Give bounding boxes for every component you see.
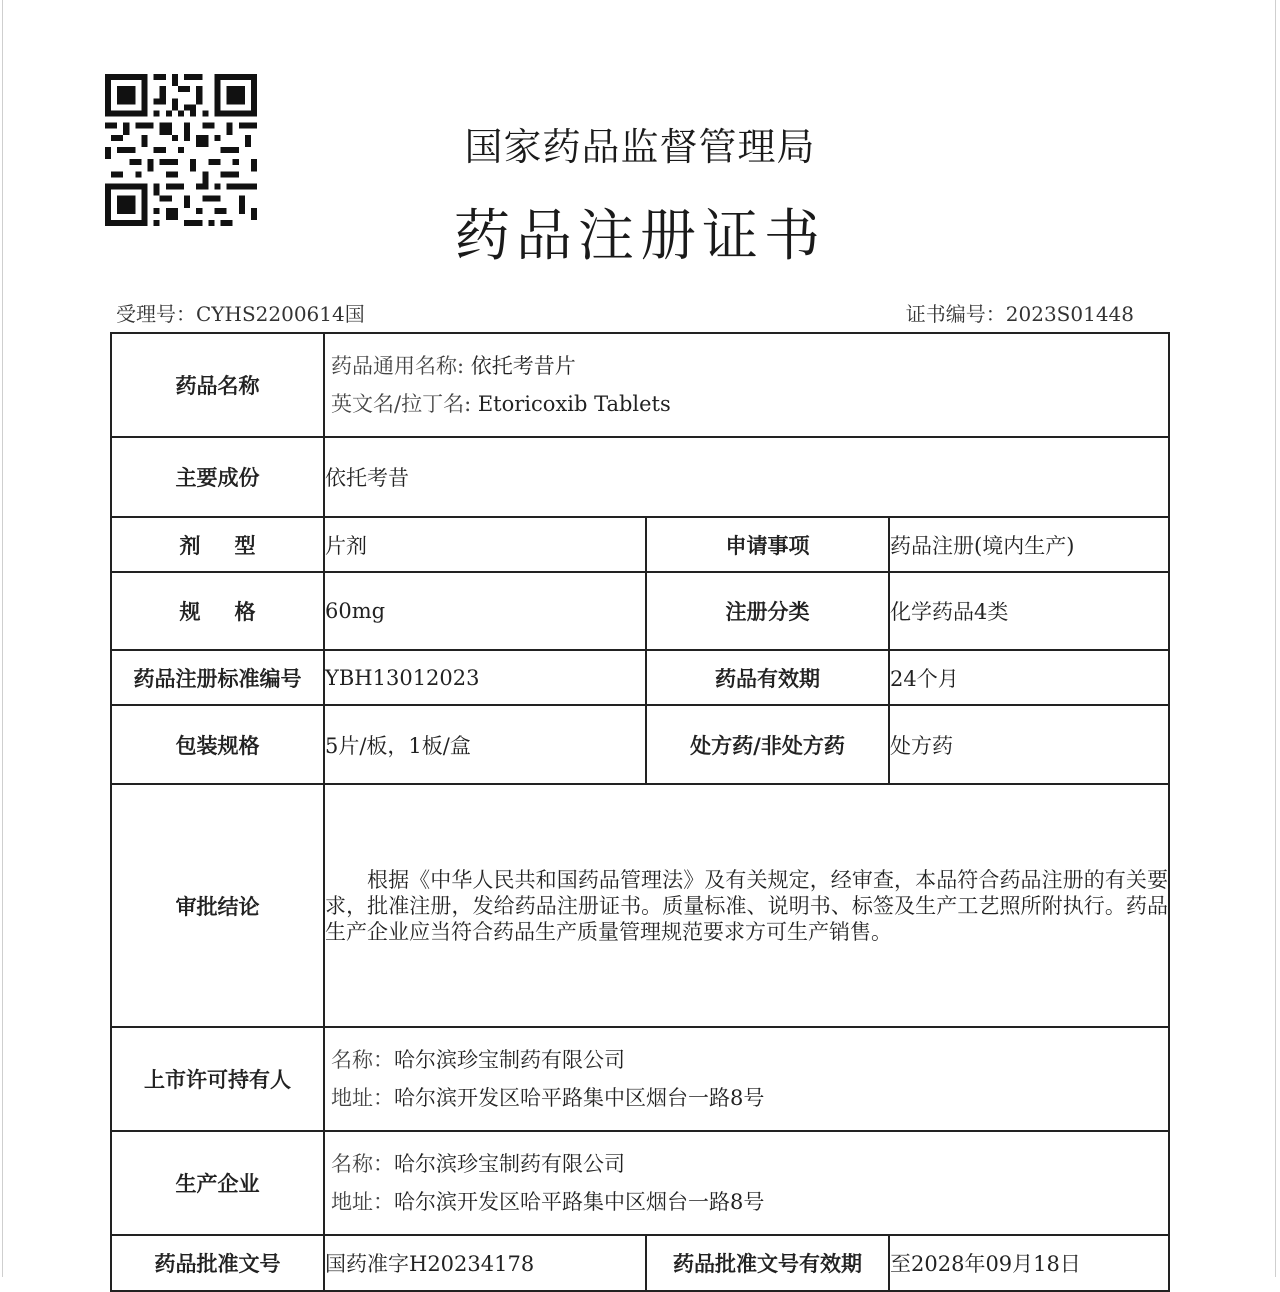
certificate-table <box>110 332 1170 1292</box>
holder-address-value: 哈尔滨开发区哈平路集中区烟台一路8号 <box>394 1086 765 1110</box>
holder-address-key: 地址： <box>331 1086 394 1110</box>
validity-value: 24个月 <box>889 650 1169 705</box>
manufacturer-address <box>325 1183 1168 1221</box>
acceptance-value: CYHS2200614国 <box>196 302 365 326</box>
dosage-form-label: 剂型 <box>179 532 290 558</box>
generic-name-value: 依托考昔片 <box>470 354 576 378</box>
ingredient-value: 依托考昔 <box>324 437 1169 517</box>
table-row <box>111 650 1169 705</box>
holder-name <box>325 1041 1168 1079</box>
approval-validity-label: 药品批准文号有效期 <box>646 1235 889 1291</box>
holder-name-key: 名称： <box>331 1048 394 1072</box>
package-value: 5片/板，1板/盒 <box>324 705 646 784</box>
certificate-number-label: 证书编号： <box>905 302 1006 326</box>
manufacturer-name-key: 名称： <box>331 1152 394 1176</box>
manufacturer-address-value: 哈尔滨开发区哈平路集中区烟台一路8号 <box>394 1190 765 1214</box>
certificate-number <box>906 298 1134 327</box>
generic-name-key: 药品通用名称: <box>331 354 471 378</box>
table-row <box>111 705 1169 784</box>
manufacturer-address-key: 地址： <box>331 1190 394 1214</box>
table-row <box>111 1235 1169 1291</box>
dosage-form-value: 片剂 <box>324 517 646 572</box>
holder-cell <box>324 1027 1169 1131</box>
manufacturer-name-value: 哈尔滨珍宝制药有限公司 <box>394 1152 625 1176</box>
validity-label: 药品有效期 <box>646 650 889 705</box>
standard-no-value: YBH13012023 <box>324 650 646 705</box>
conclusion-label: 审批结论 <box>111 784 324 1027</box>
manufacturer-name <box>325 1145 1168 1183</box>
approval-validity-value: 至2028年09月18日 <box>889 1235 1169 1291</box>
approval-value: 国药准字H20234178 <box>324 1235 646 1291</box>
table-row <box>111 784 1169 1027</box>
table-row <box>111 517 1169 572</box>
table-row <box>111 437 1169 517</box>
category-value: 化学药品4类 <box>889 572 1169 650</box>
application-value: 药品注册(境内生产) <box>889 517 1169 572</box>
drug-name-cell <box>324 333 1169 437</box>
drug-name-label: 药品名称 <box>111 333 324 437</box>
rx-label: 处方药/非处方药 <box>646 705 889 784</box>
holder-name-value: 哈尔滨珍宝制药有限公司 <box>394 1048 625 1072</box>
table-row <box>111 333 1169 437</box>
generic-name <box>325 347 1168 385</box>
acceptance-label: 受理号： <box>116 302 196 326</box>
table-row <box>111 1131 1169 1235</box>
ingredient-label: 主要成份 <box>111 437 324 517</box>
spec-label: 规格 <box>179 599 290 624</box>
application-label: 申请事项 <box>646 517 889 572</box>
manufacturer-cell <box>324 1131 1169 1235</box>
certificate-title: 药品注册证书 <box>454 204 826 269</box>
table-row <box>111 572 1169 650</box>
acceptance-number <box>116 298 365 327</box>
dosage-form-label-cell <box>111 517 324 572</box>
holder-address <box>325 1079 1168 1117</box>
table-row <box>111 1027 1169 1131</box>
english-name-value: Etoricoxib Tablets <box>477 392 671 416</box>
conclusion-cell <box>324 784 1169 1027</box>
spec-value: 60mg <box>324 572 646 650</box>
standard-no-label: 药品注册标准编号 <box>111 650 324 705</box>
spec-label-cell <box>111 572 324 650</box>
agency-name: 国家药品监督管理局 <box>464 125 816 169</box>
package-label: 包装规格 <box>111 705 324 784</box>
manufacturer-label: 生产企业 <box>111 1131 324 1235</box>
approval-label: 药品批准文号 <box>111 1235 324 1291</box>
english-name-key: 英文名/拉丁名: <box>331 392 478 416</box>
english-name <box>325 385 1168 423</box>
certificate-number-value: 2023S01448 <box>1005 302 1134 326</box>
holder-label: 上市许可持有人 <box>111 1027 324 1131</box>
rx-value: 处方药 <box>889 705 1169 784</box>
category-label: 注册分类 <box>646 572 889 650</box>
conclusion-text: 根据《中华人民共和国药品管理法》及有关规定，经审查，本品符合药品注册的有关要求，批准注册，发给药品注册证书。质量标准、说明书、标签及生产工艺照所附执行。药品生产企业应当符合药品生产质量管理规范要求方可生产销售。 <box>325 867 1169 944</box>
